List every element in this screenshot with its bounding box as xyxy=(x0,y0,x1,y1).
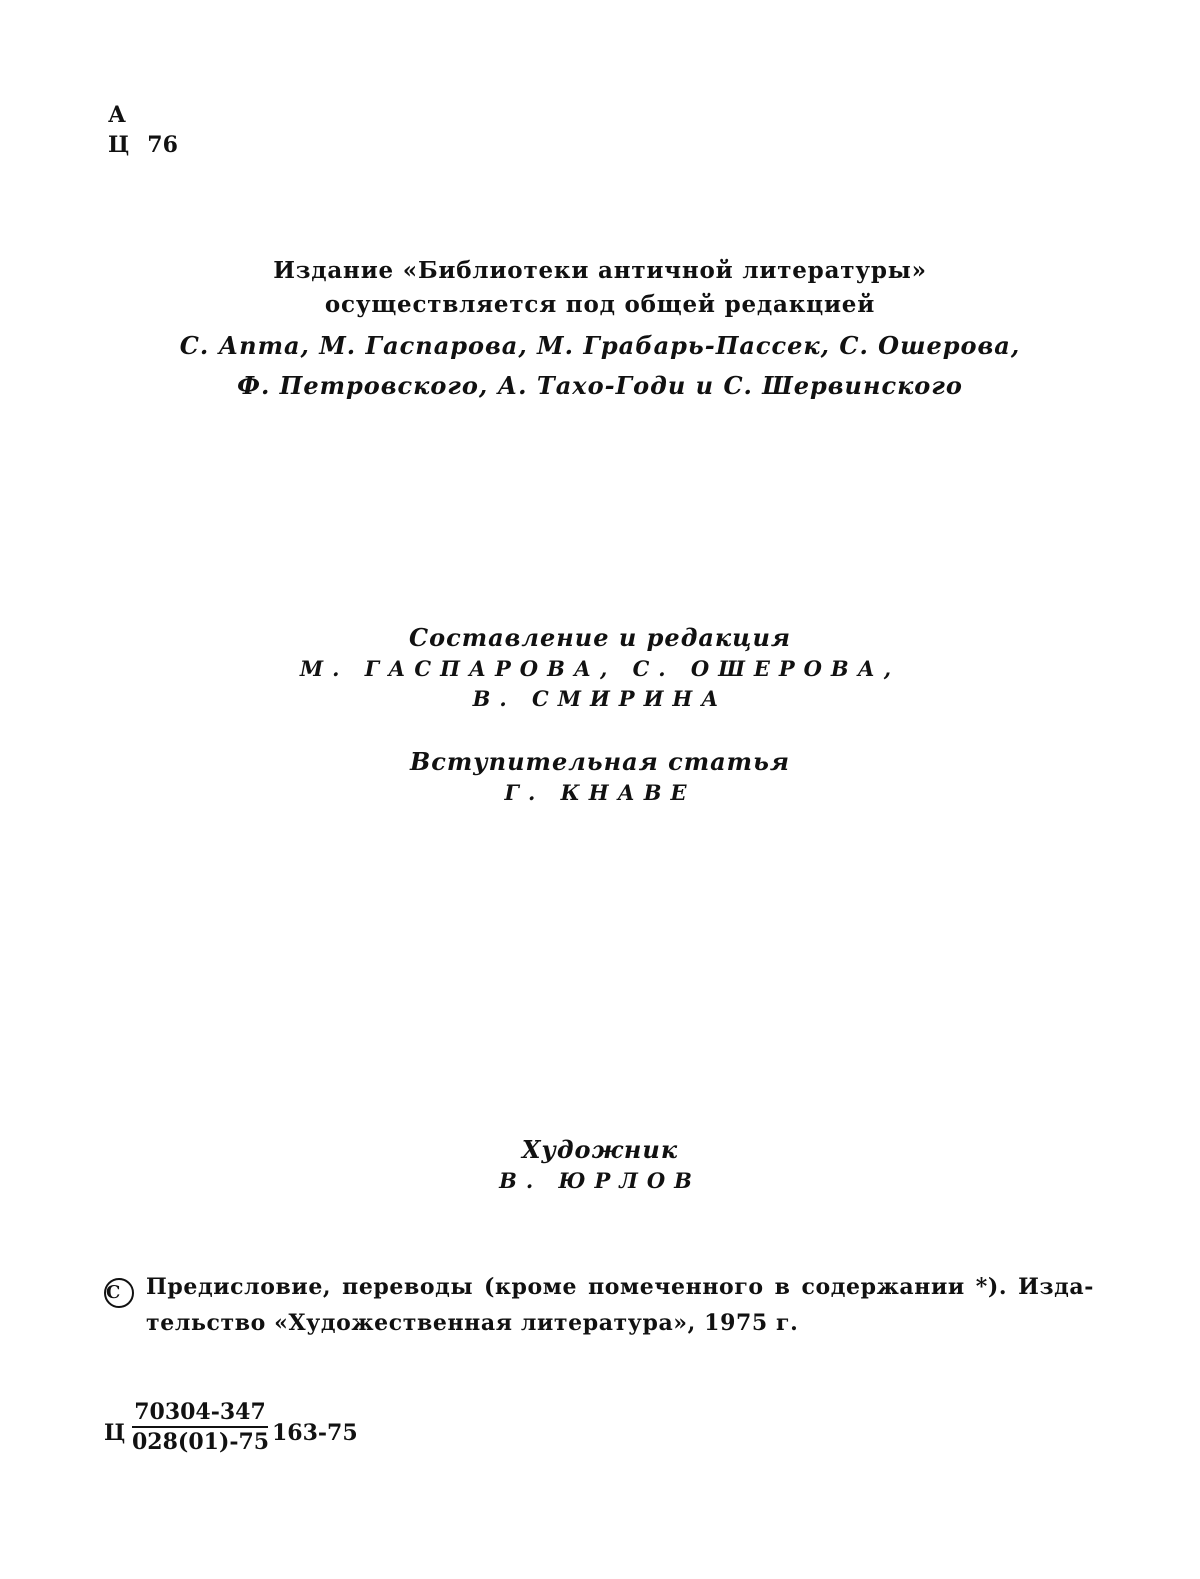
index-suffix: 163-75 xyxy=(272,1420,358,1446)
introduction-role: Вступительная статья xyxy=(410,747,790,776)
copyright-notice xyxy=(104,1272,1094,1338)
compilation-credit xyxy=(200,622,1000,714)
index-numerator: 70304-347 xyxy=(132,1398,268,1428)
index-letter: Ц xyxy=(104,1420,126,1446)
introduction-author: Г. КНАВЕ xyxy=(504,780,696,805)
series-title-line: Издание «Библиотеки античной литературы» xyxy=(273,257,927,284)
compilation-names-line-1: М. ГАСПАРОВА, С. ОШЕРОВА, xyxy=(299,656,901,681)
copyright-line-1 xyxy=(104,1272,1094,1308)
editors-line-2: Ф. Петровского, А. Тахо-Годи и С. Шервинского xyxy=(237,371,963,400)
library-code-letter-ts: Ц xyxy=(108,132,130,158)
editors-line-1: С. Апта, М. Гаспарова, М. Грабарь-Пассек, С. Ошерова, xyxy=(179,331,1021,360)
index-denominator: 028(01)-75 xyxy=(132,1429,270,1455)
compilation-names-line-2: В. СМИРИНА xyxy=(472,686,728,711)
library-code-index xyxy=(108,130,178,160)
library-code xyxy=(108,100,178,160)
index-fraction xyxy=(132,1398,268,1456)
artist-credit xyxy=(200,1134,1000,1196)
copyright-text-1: Предисловие, переводы (кроме помеченного в содержании *). Изда- xyxy=(146,1274,1094,1300)
library-code-letter-a: А xyxy=(108,102,126,128)
artist-role: Художник xyxy=(521,1135,679,1164)
library-code-number: 76 xyxy=(147,132,178,158)
copyright-icon: C xyxy=(104,1278,134,1308)
index-formula xyxy=(104,1398,404,1468)
introduction-credit xyxy=(200,746,1000,808)
copyright-line-2: тельство «Художественная литература», 1975 г. xyxy=(146,1310,799,1336)
artist-name: В. ЮРЛОВ xyxy=(499,1168,701,1193)
series-subtitle-line: осуществляется под общей редакцией xyxy=(324,291,876,318)
compilation-role: Составление и редакция xyxy=(409,623,791,652)
series-editorial-board xyxy=(150,254,1050,402)
